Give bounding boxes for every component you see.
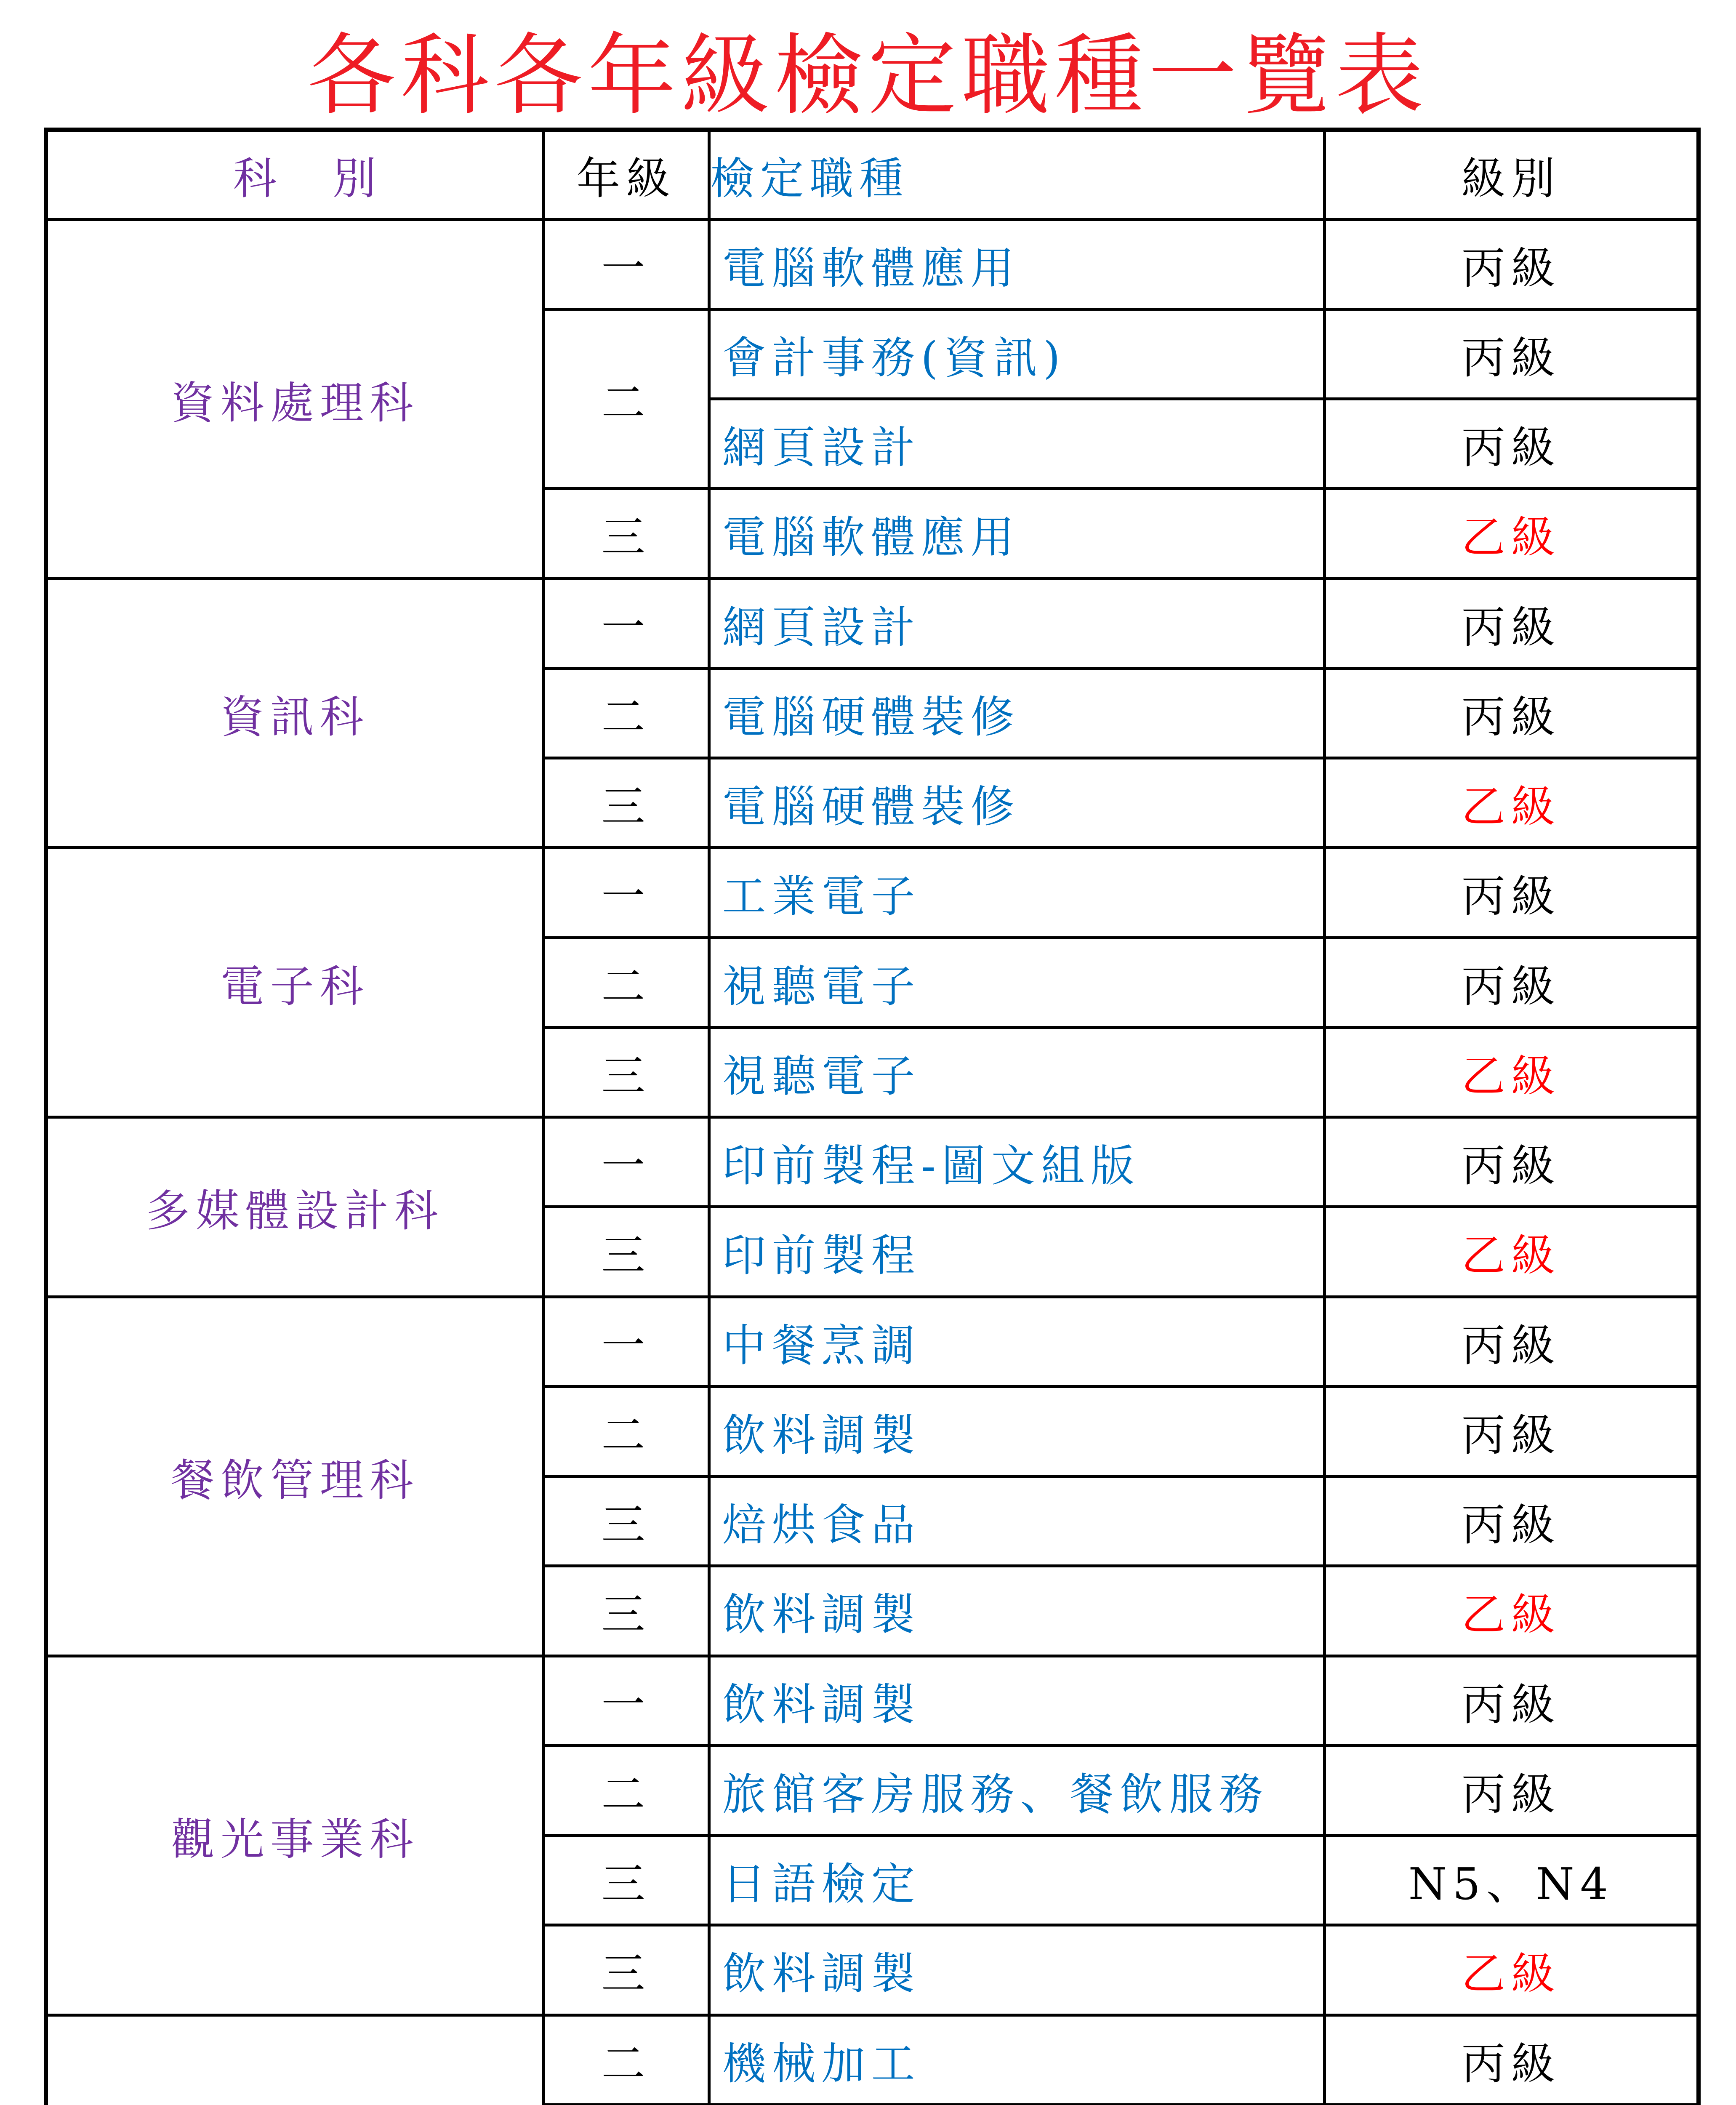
department-name: 資訊科: [46, 578, 543, 848]
level-cell: 乙級: [1324, 1027, 1699, 1117]
table-row: [46, 1656, 1699, 1745]
job-type-cell: 電腦硬體裝修: [709, 758, 1324, 848]
job-type-cell: 日語檢定: [709, 1836, 1324, 1925]
department-name: [46, 2015, 543, 2105]
grade-cell: 三: [543, 1836, 709, 1925]
level-cell: 丙級: [1324, 668, 1699, 758]
level-cell: 乙級: [1324, 1566, 1699, 1656]
level-cell: 丙級: [1324, 1386, 1699, 1476]
job-type-cell: 飲料調製: [709, 1925, 1324, 2015]
level-cell: 丙級: [1324, 848, 1699, 938]
header-level: 級別: [1324, 130, 1699, 219]
job-type-cell: 旅館客房服務、餐飲服務: [709, 1745, 1324, 1835]
level-cell: 丙級: [1324, 578, 1699, 668]
job-type-cell: 印前製程: [709, 1207, 1324, 1297]
level-cell: 丙級: [1324, 219, 1699, 309]
department-name: 電子科: [46, 848, 543, 1117]
level-cell: 丙級: [1324, 2015, 1699, 2105]
department-name: 觀光事業科: [46, 1656, 543, 2015]
grade-cell: 三: [543, 489, 709, 578]
job-type-cell: 電腦軟體應用: [709, 219, 1324, 309]
page-title: 各科各年級檢定職種一覽表: [307, 24, 1429, 127]
job-type-cell: 網頁設計: [709, 399, 1324, 489]
table-row: [46, 578, 1699, 668]
level-cell: 乙級: [1324, 1925, 1699, 2015]
grade-cell: 二: [543, 938, 709, 1027]
job-type-cell: 電腦軟體應用: [709, 489, 1324, 578]
grade-cell: 三: [543, 1476, 709, 1566]
grade-cell: 二: [543, 668, 709, 758]
level-cell: 乙級: [1324, 489, 1699, 578]
header-job-type: 檢定職種: [709, 130, 1324, 219]
header-department: 科 別: [46, 130, 543, 219]
job-type-cell: 中餐烹調: [709, 1297, 1324, 1386]
job-type-cell: 機械加工: [709, 2015, 1324, 2105]
table-row: [46, 848, 1699, 938]
level-cell: 丙級: [1324, 1745, 1699, 1835]
level-cell: 乙級: [1324, 758, 1699, 848]
job-type-cell: 飲料調製: [709, 1656, 1324, 1745]
grade-cell: 三: [543, 758, 709, 848]
level-cell: 乙級: [1324, 1207, 1699, 1297]
grade-cell: 一: [543, 1297, 709, 1386]
grade-cell: 二: [543, 1745, 709, 1835]
table-row: [46, 219, 1699, 309]
job-type-cell: 工業電子: [709, 848, 1324, 938]
level-cell: 丙級: [1324, 1656, 1699, 1745]
level-cell: 丙級: [1324, 309, 1699, 399]
table-row: [46, 1297, 1699, 1386]
header-grade: 年級: [543, 130, 709, 219]
job-type-cell: 電腦硬體裝修: [709, 668, 1324, 758]
grade-cell: 一: [543, 848, 709, 938]
level-cell: N5、N4: [1324, 1836, 1699, 1925]
job-type-cell: 焙烘食品: [709, 1476, 1324, 1566]
level-cell: 丙級: [1324, 1117, 1699, 1207]
job-type-cell: 網頁設計: [709, 578, 1324, 668]
grade-cell: 一: [543, 1656, 709, 1745]
job-type-cell: 視聽電子: [709, 938, 1324, 1027]
level-cell: 丙級: [1324, 399, 1699, 489]
department-name: 資料處理科: [46, 219, 543, 578]
grade-cell: 一: [543, 1117, 709, 1207]
grade-cell: 二: [543, 309, 709, 489]
table-row: [46, 2015, 1699, 2105]
level-cell: 丙級: [1324, 938, 1699, 1027]
job-type-cell: 飲料調製: [709, 1566, 1324, 1656]
department-name: 多媒體設計科: [46, 1117, 543, 1297]
department-name: 餐飲管理科: [46, 1297, 543, 1656]
grade-cell: 二: [543, 2015, 709, 2105]
job-type-cell: 飲料調製: [709, 1386, 1324, 1476]
table-row: [46, 1117, 1699, 1207]
grade-cell: 三: [543, 1566, 709, 1656]
level-cell: 丙級: [1324, 1297, 1699, 1386]
grade-cell: 三: [543, 1925, 709, 2015]
grade-cell: 二: [543, 1386, 709, 1476]
certification-table: [44, 128, 1701, 2105]
job-type-cell: 會計事務(資訊): [709, 309, 1324, 399]
grade-cell: 一: [543, 219, 709, 309]
grade-cell: 一: [543, 578, 709, 668]
grade-cell: 三: [543, 1207, 709, 1297]
table-header-row: [46, 130, 1699, 219]
job-type-cell: 視聽電子: [709, 1027, 1324, 1117]
level-cell: 丙級: [1324, 1476, 1699, 1566]
grade-cell: 三: [543, 1027, 709, 1117]
job-type-cell: 印前製程-圖文組版: [709, 1117, 1324, 1207]
